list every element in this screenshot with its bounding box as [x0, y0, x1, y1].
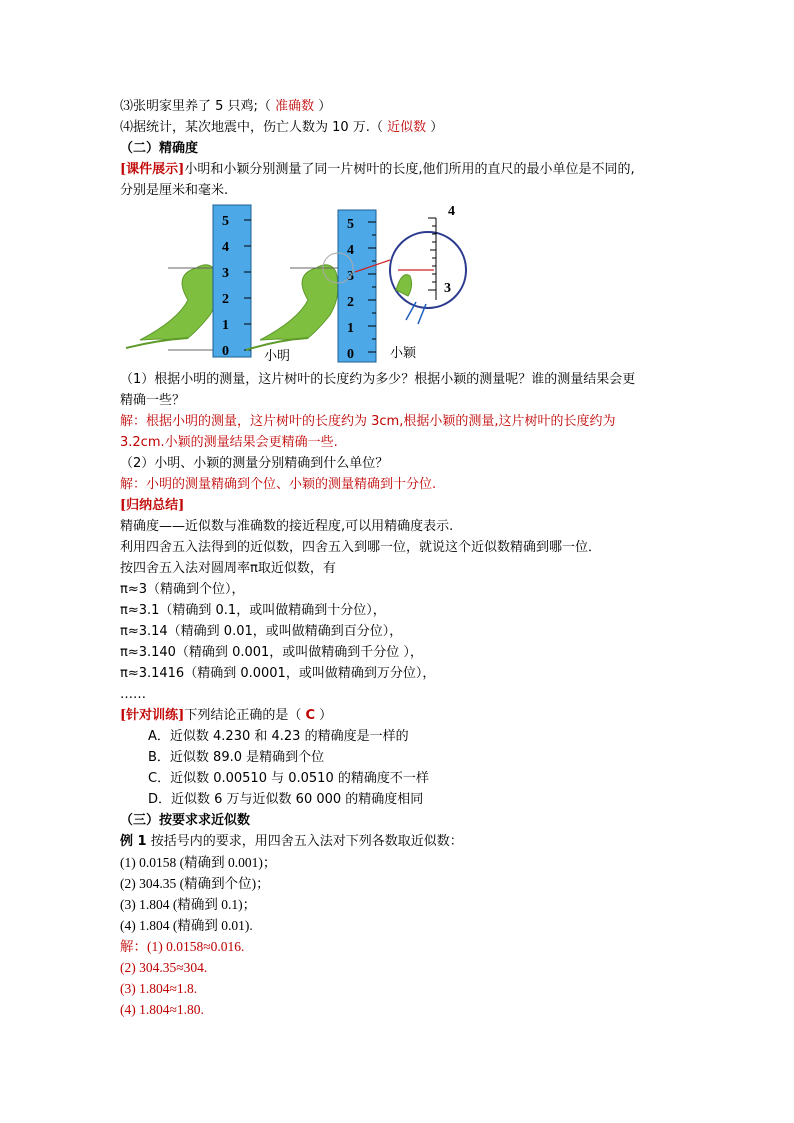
section-heading-approx: （三）按要求求近似数: [120, 813, 251, 828]
ruler2-tick-0: 0: [347, 347, 354, 362]
line-item-4: ⑷据统计，某次地震中，伤亡人数为 10 万.（ 近似数 ）: [120, 120, 444, 135]
pi-approx-4: π≈3.140（精确到 0.001，或叫做精确到千分位 ），: [120, 645, 423, 660]
example-item-2: (2) 304.35 (精确到个位)；: [120, 876, 270, 891]
ruler1-tick-5: 5: [222, 214, 229, 229]
zoom-magnifier: [390, 204, 466, 308]
option-a: A．近似数 4.230 和 4.23 的精确度是一样的: [148, 729, 409, 744]
example-item-4: (4) 1.804 (精确到 0.01).: [120, 918, 253, 933]
section-heading-precision: （二）精确度: [120, 141, 199, 156]
option-c: C．近似数 0.00510 与 0.0510 的精确度不一样: [148, 771, 429, 786]
zoom-tick-3: 3: [444, 281, 451, 296]
example-1-prompt: 例 1 按括号内的要求，用四舍五入法对下列各数取近似数：: [120, 834, 463, 849]
ruler2-tick-5: 5: [347, 217, 354, 232]
tag-summary: [归纳总结]: [120, 498, 185, 513]
ruler1-tick-3: 3: [222, 266, 229, 281]
leaf-left: [126, 265, 218, 348]
question-2: （2）小明、小颖的测量分别精确到什么单位？: [120, 456, 389, 471]
ruler2-tick-3: 3: [347, 269, 354, 284]
answer-exact: 准确数: [275, 99, 315, 114]
training-question: [针对训练]下列结论正确的是（ C ）: [120, 708, 333, 723]
label-xiaoying: 小颖: [390, 346, 417, 361]
zoom-tick-4: 4: [448, 204, 455, 219]
ruler-leaf-figure: [118, 200, 478, 368]
ruler1-tick-4: 4: [222, 240, 229, 255]
intro-paragraph-line1: [课件展示]小明和小颖分别测量了同一片树叶的长度,他们所用的直尺的最小单位是不同的,: [120, 162, 635, 177]
answer-approx: 近似数: [387, 120, 427, 135]
tag-training: [针对训练]: [120, 708, 185, 723]
answer-1-line1: 解：根据小明的测量，这片树叶的长度约为 3cm,根据小颖的测量,这片树叶的长度约为: [120, 414, 616, 429]
intro-paragraph-line2: 分别是厘米和毫米.: [120, 183, 229, 198]
solution-2: (2) 304.35≈304.: [120, 960, 208, 975]
tag-courseware: [课件展示]: [120, 162, 185, 177]
solution-1: 解：(1) 0.0158≈0.016.: [120, 939, 245, 954]
ruler2-tick-1: 1: [347, 321, 354, 336]
example-item-3: (3) 1.804 (精确到 0.1)；: [120, 897, 257, 912]
ruler1-tick-0: 0: [222, 344, 229, 359]
pi-approx-3: π≈3.14（精确到 0.01，或叫做精确到百分位），: [120, 624, 403, 639]
question-1-line2: 精确一些？: [120, 393, 186, 408]
solution-4: (4) 1.804≈1.80.: [120, 1002, 204, 1017]
option-b: B．近似数 89.0 是精确到个位: [148, 750, 325, 765]
ruler1-tick-2: 2: [222, 292, 229, 307]
pi-approx-1: π≈3（精确到个位），: [120, 582, 245, 597]
training-answer: C: [305, 708, 315, 723]
label-xiaoming: 小明: [264, 349, 291, 364]
summary-line3: 按四舍五入法对圆周率π取近似数，有: [120, 561, 336, 576]
answer-2: 解：小明的测量精确到个位、小颖的测量精确到十分位.: [120, 477, 437, 492]
summary-line1: 精确度——近似数与准确数的接近程度,可以用精确度表示.: [120, 519, 454, 534]
option-d: D．近似数 6 万与近似数 60 000 的精确度相同: [148, 792, 424, 807]
line-item-3: ⑶张明家里养了 5 只鸡;（ 准确数 ）: [120, 99, 332, 114]
ruler-xiaoming: [213, 205, 251, 359]
leaf-right: [246, 265, 338, 350]
example-label: 例 1: [120, 834, 147, 849]
summary-line2: 利用四舍五入法得到的近似数，四舍五入到哪一位，就说这个近似数精确到哪一位．: [120, 540, 602, 555]
ellipsis: ……: [120, 687, 146, 702]
question-1-line1: （1）根据小明的测量，这片树叶的长度约为多少？根据小颖的测量呢？谁的测量结果会更: [120, 372, 636, 387]
pi-approx-5: π≈3.1416（精确到 0.0001，或叫做精确到万分位），: [120, 666, 436, 681]
answer-1-line2: 3.2cm.小颖的测量结果会更精确一些.: [120, 435, 338, 450]
pi-approx-2: π≈3.1（精确到 0.1，或叫做精确到十分位），: [120, 603, 386, 618]
solution-3: (3) 1.804≈1.8.: [120, 981, 198, 996]
ruler2-tick-4: 4: [347, 243, 354, 258]
ruler2-tick-2: 2: [347, 295, 354, 310]
ruler1-tick-1: 1: [222, 318, 229, 333]
example-item-1: (1) 0.0158 (精确到 0.001)；: [120, 855, 277, 870]
